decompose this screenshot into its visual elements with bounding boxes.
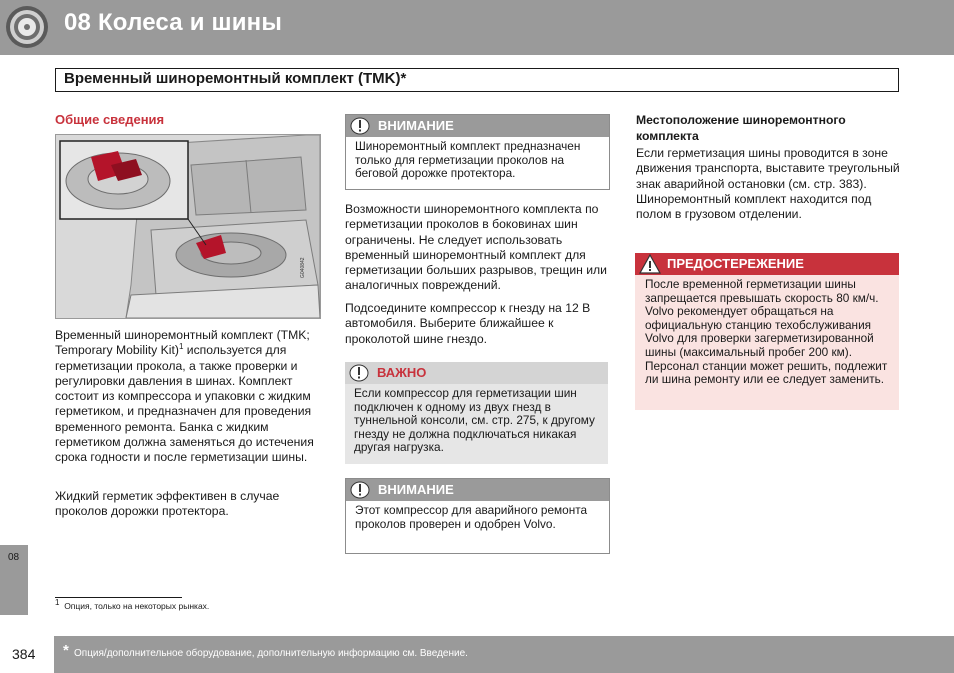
attention-box-text: Шиноремонтный комплект предназначен только для герметизации проколов на беговой дорожке протектора. — [355, 139, 581, 181]
location-paragraph: Если герметизация шины проводится в зоне движения транспорта, выставите треугольный знак аварийной остановки (см. стр. 383). Шиноремонтный комплект находится под полом в грузовом отделении. — [636, 146, 900, 222]
exclamation-icon — [350, 481, 370, 499]
intro-paragraph — [55, 328, 317, 466]
trunk-illustration-svg — [56, 135, 320, 318]
page-number: 384 — [12, 646, 36, 662]
wheel-icon — [5, 5, 49, 49]
footnote-rule — [55, 597, 182, 598]
attention-box-title: ВНИМАНИЕ — [378, 118, 454, 133]
footnote — [55, 598, 210, 611]
connect-paragraph: Подсоедините компрессор к гнезду на 12 В автомобиля. Выберите ближайшее к проколотой шине гнездо. — [345, 301, 591, 346]
warning-triangle-icon — [639, 254, 661, 274]
important-box-text: Если компрессор для герметизации шин подключен к одному из двух гнезд в туннельной консоли, см. стр. 275, к другому гнезду не должна подключаться никакая другая нагрузка. — [354, 386, 595, 455]
footer-note: Опция/дополнительное оборудование, дополнительную информацию см. Введение. — [74, 648, 468, 659]
important-box — [345, 362, 608, 464]
warning-box — [635, 253, 899, 410]
intro-paragraph-part1: Временный шиноремонтный комплект (TMK; Temporary Mobility Kit) — [55, 328, 310, 358]
location-heading: Местоположение шиноремонтного комплекта — [636, 113, 846, 143]
limits-paragraph: Возможности шиноремонтного комплекта по герметизации проколов в боковинах шин ограничены. Не следует использовать временный шиноремонтный комплект для герметизации больших разрывов, трещин или аналогичных повреждений. — [345, 202, 607, 293]
chapter-title: 08 Колеса и шины — [64, 9, 283, 36]
attention-box-title: ВНИМАНИЕ — [378, 482, 454, 497]
attention-box-2 — [345, 478, 610, 554]
footnote-text: Опция, только на некоторых рынках. — [64, 601, 210, 611]
attention-box-text: Этот компрессор для аварийного ремонта проколов проверен и одобрен Volvo. — [355, 503, 588, 531]
attention-box-1 — [345, 114, 610, 190]
warning-box-header — [635, 253, 899, 275]
attention-box-header — [346, 115, 609, 137]
attention-box-header — [346, 479, 609, 501]
important-box-title: ВАЖНО — [377, 365, 427, 380]
intro-paragraph-part2: используется для герметизации прокола, а также проверки и регулировки давления в шинах. Комплект состоит из компрессора и упаковки с жидким герметиком, и предназначен для проведения временного ремонта. Банка с жидким герметиком должна заменяться до истечения срока годности и после герметизации шины. — [55, 343, 314, 465]
trunk-illustration — [55, 134, 321, 319]
chapter-side-tab-label: 08 — [8, 552, 20, 563]
figure-code: G040842 — [300, 257, 306, 278]
footnote-ref: 1 — [178, 342, 184, 352]
subsection-title: Общие сведения — [55, 112, 165, 127]
section-title: Временный шиноремонтный комплект (TMK)* — [64, 70, 407, 87]
footer-star: * — [63, 642, 69, 659]
sealant-paragraph: Жидкий герметик эффективен в случае проколов дорожки протектора. — [55, 489, 280, 519]
exclamation-icon — [350, 117, 370, 135]
exclamation-icon — [349, 364, 369, 382]
important-box-header — [345, 362, 608, 384]
footnote-mark: 1 — [55, 598, 60, 608]
warning-box-title: ПРЕДОСТЕРЕЖЕНИЕ — [667, 256, 804, 271]
warning-box-text: После временной герметизации шины запрещается превышать скорость 80 км/ч. Volvo рекомендует обращаться на официальную станцию техобслуживания Volvo для проверки загерметизированной шины (максимальный пробег 200 км). Персонал станции может решить, подлежит ли шина ремонту или ее следует заменить. — [645, 277, 888, 387]
